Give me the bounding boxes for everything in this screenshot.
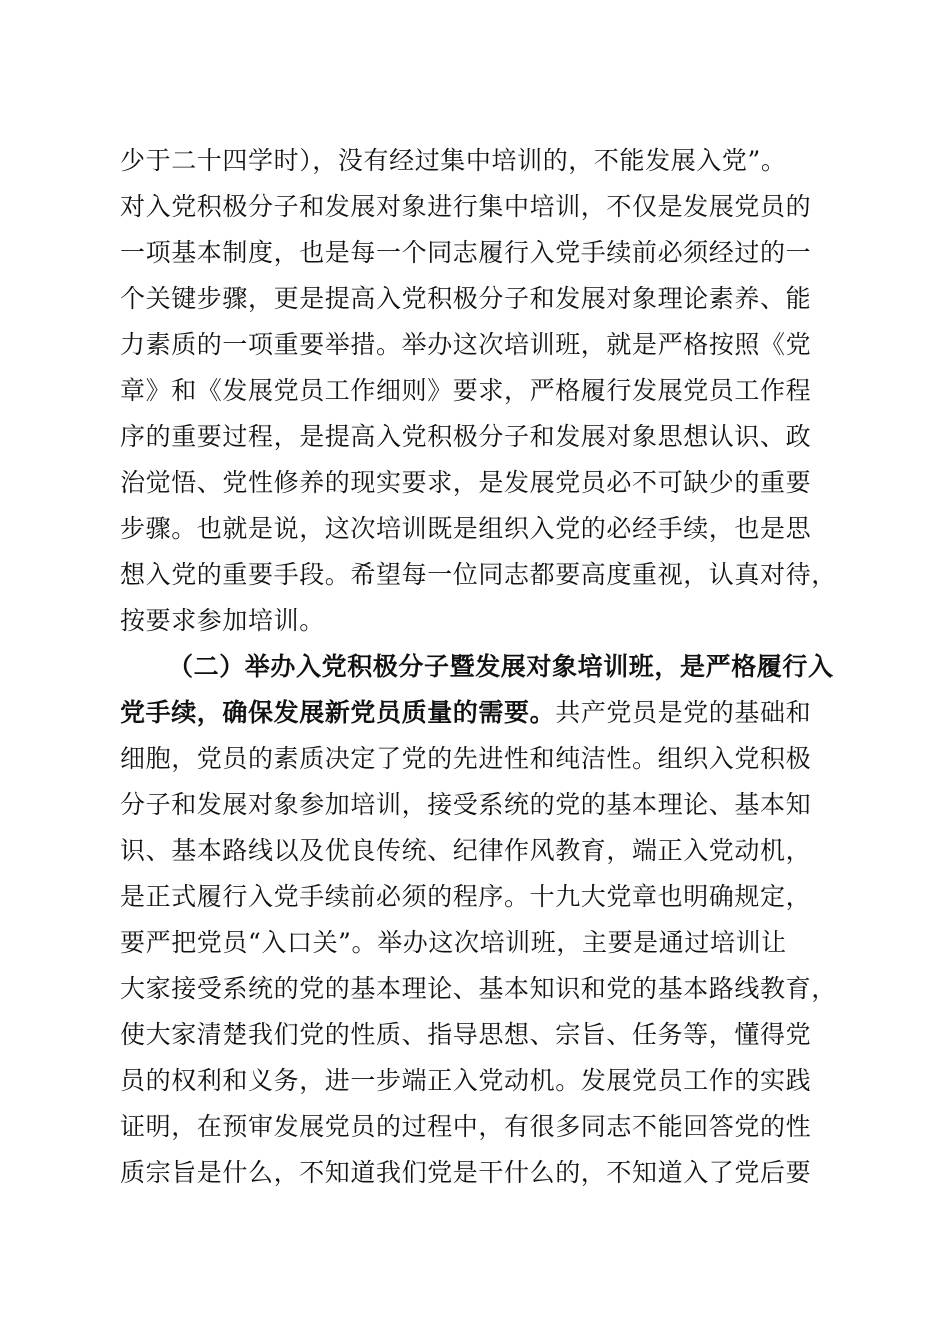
p1-line-10: 想入党的重要手段。希望每一位同志都要高度重视，认真对待， xyxy=(120,560,837,589)
p1-line-3: 一项基本制度，也是每一个同志履行入党手续前必须经过的一 xyxy=(120,238,812,267)
p1-line-7: 序的重要过程，是提高入党积极分子和发展对象思想认识、政 xyxy=(120,422,812,451)
p2-heading-line-2 xyxy=(120,695,832,731)
p2-line-7: 使大家清楚我们党的性质、指导思想、宗旨、任务等，懂得党 xyxy=(120,1020,812,1049)
p2-line-1: 细胞，党员的素质决定了党的先进性和纯洁性。组织入党积极 xyxy=(120,744,812,773)
p2-line-8: 员的权利和义务，进一步端正入党动机。发展党员工作的实践 xyxy=(120,1066,812,1095)
p1-line-11: 按要求参加培训。 xyxy=(120,606,325,635)
p1-line-2: 对入党积极分子和发展对象进行集中培训，不仅是发展党员的 xyxy=(120,192,812,221)
p2-line-3: 识、基本路线以及优良传统、纪律作风教育，端正入党动机， xyxy=(120,836,812,865)
p1-line-8: 治觉悟、党性修养的现实要求，是发展党员必不可缺少的重要 xyxy=(120,468,812,497)
p2-heading-rest: 共产党员是党的基础和 xyxy=(555,698,812,727)
p1-line-1: 少于二十四学时），没有经过集中培训的，不能发展入党”。 xyxy=(120,146,787,175)
p2-line-9: 证明，在预审发展党员的过程中，有很多同志不能回答党的性 xyxy=(120,1112,812,1141)
p1-line-9: 步骤。也就是说，这次培训既是组织入党的必经手续，也是思 xyxy=(120,514,812,543)
p1-line-4: 个关键步骤，更是提高入党积极分子和发展对象理论素养、能 xyxy=(120,284,812,313)
p2-line-6: 大家接受系统的党的基本理论、基本知识和党的基本路线教育， xyxy=(120,974,837,1003)
p2-line-2: 分子和发展对象参加培训，接受系统的党的基本理论、基本知 xyxy=(120,790,812,819)
p1-line-6: 章》和《发展党员工作细则》要求，严格履行发展党员工作程 xyxy=(120,376,812,405)
p2-line-5: 要严把党员“入口关”。举办这次培训班，主要是通过培训让 xyxy=(120,928,787,957)
p2-line-4: 是正式履行入党手续前必须的程序。十九大党章也明确规定， xyxy=(120,882,812,911)
p1-line-5: 力素质的一项重要举措。举办这次培训班，就是严格按照《党 xyxy=(120,330,812,359)
p2-heading-line-1: （二）举办入党积极分子暨发展对象培训班，是严格履行入 xyxy=(168,652,834,681)
p2-heading-bold-part: 党手续，确保发展新党员质量的需要。 xyxy=(120,698,556,727)
p2-line-10: 质宗旨是什么，不知道我们党是干什么的，不知道入了党后要 xyxy=(120,1158,812,1187)
